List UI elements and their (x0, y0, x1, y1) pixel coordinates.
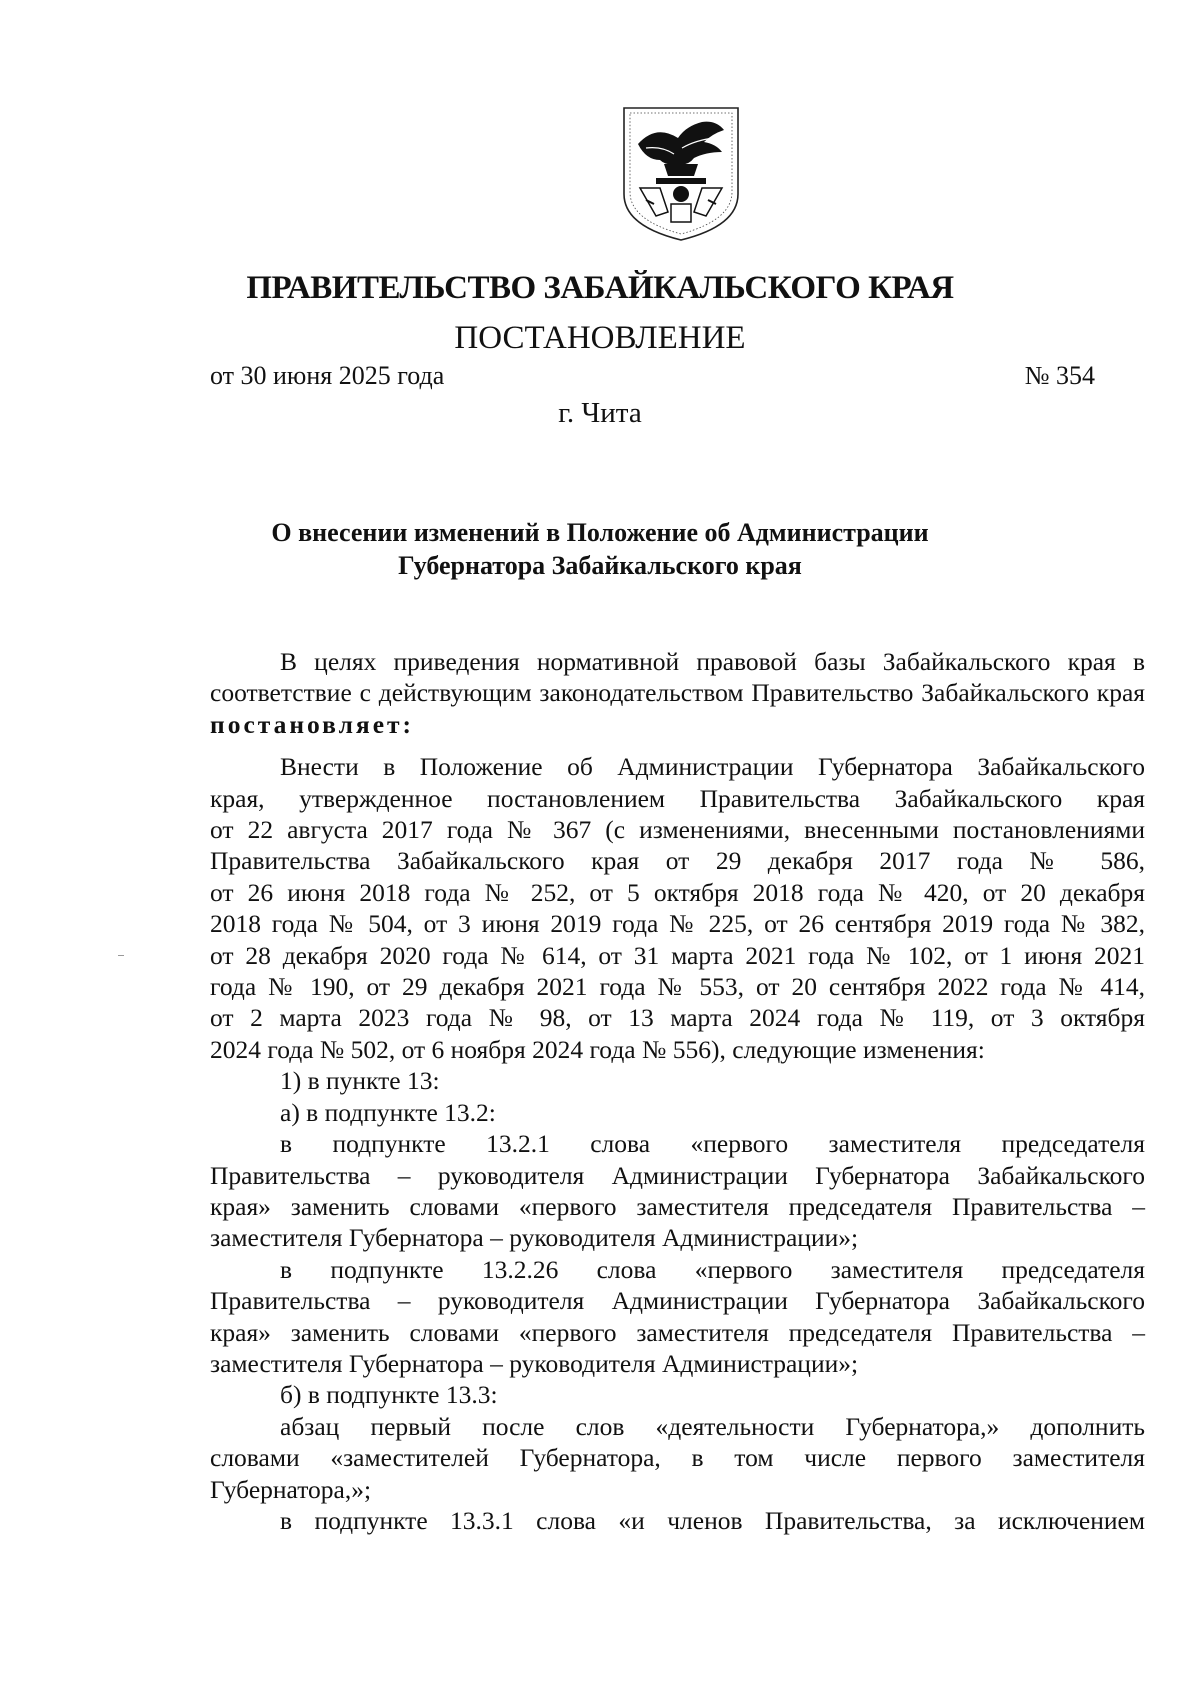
body-line: края» заменить словами «первого заместителя председателя Правительства – (210, 1317, 1145, 1347)
body-line: в подпункте 13.3.1 слова «и членов Правительства, за исключением (280, 1505, 1145, 1535)
body-line: 2024 года № 502, от 6 ноября 2024 года № 556), следующие изменения: (210, 1034, 985, 1064)
body-line: Губернатора,»; (210, 1474, 372, 1504)
document-title (0, 516, 1200, 582)
body-line: Правительства – руководителя Администрации Губернатора Забайкальского (210, 1286, 1145, 1316)
body-line: в подпункте 13.2.26 слова «первого заместителя председателя (280, 1254, 1145, 1284)
body-line: 2018 года № 504, от 3 июня 2019 года № 225, от 26 сентября 2019 года № 382, (210, 909, 1145, 939)
document-body (210, 646, 1145, 1536)
body-line: Правительства – руководителя Администрации Губернатора Забайкальского (210, 1160, 1145, 1190)
title-line-1: О внесении изменений в Положение об Администрации (271, 518, 929, 547)
body-line: 1) в пункте 13: (280, 1066, 440, 1096)
body-line: Внести в Положение об Администрации Губернатора Забайкальского (280, 752, 1145, 782)
body-line: а) в подпункте 13.2: (280, 1097, 496, 1127)
coat-of-arms-emblem (616, 104, 746, 244)
document-number: № 354 (1024, 361, 1095, 390)
body-line: абзац первый после слов «деятельности Губернатора,» дополнить (280, 1411, 1145, 1441)
document-city: г. Чита (558, 397, 642, 429)
body-line: заместителя Губернатора – руководителя Администрации»; (210, 1223, 859, 1253)
body-line: края, утвержденное постановлением Правительства Забайкальского края (210, 783, 1145, 813)
body-line: от 2 марта 2023 года № 98, от 13 марта 2024 года № 119, от 3 октября (210, 1003, 1145, 1033)
body-line: б) в подпункте 13.3: (280, 1380, 498, 1410)
organization-heading: ПРАВИТЕЛЬСТВО ЗАБАЙКАЛЬСКОГО КРАЯ (246, 270, 954, 306)
body-line: от 22 августа 2017 года № 367 (с изменениями, внесенными постановлениями (210, 815, 1145, 845)
margin-mark (118, 955, 124, 956)
body-line: от 26 июня 2018 года № 252, от 5 октября 2018 года № 420, от 20 декабря (210, 877, 1145, 907)
document-type-heading: ПОСТАНОВЛЕНИЕ (454, 320, 746, 356)
preamble-text: В целях приведения нормативной правовой базы Забайкальского края в соответствие с действующим законодательством Правительство Забайкальского края (210, 647, 1145, 708)
body-line: словами «заместителей Губернатора, в том числе первого заместителя (210, 1443, 1145, 1473)
title-line-2: Губернатора Забайкальского края (398, 551, 802, 580)
body-line: Правительства Забайкальского края от 29 декабря 2017 года № 586, (210, 846, 1145, 876)
body-line: заместителя Губернатора – руководителя Администрации»; (210, 1348, 859, 1378)
body-line: от 28 декабря 2020 года № 614, от 31 марта 2021 года № 102, от 1 июня 2021 (210, 940, 1145, 970)
document-date: от 30 июня 2025 года (210, 361, 445, 390)
preamble-paragraph (210, 646, 1145, 740)
body-line: края» заменить словами «первого заместителя председателя Правительства – (210, 1191, 1145, 1221)
body-line: в подпункте 13.2.1 слова «первого заместителя председателя (280, 1129, 1145, 1159)
amendments-block (210, 751, 1145, 1536)
resolves-word: постановляет: (210, 709, 415, 739)
body-line: года № 190, от 29 декабря 2021 года № 553, от 20 сентября 2022 года № 414, (210, 972, 1145, 1002)
